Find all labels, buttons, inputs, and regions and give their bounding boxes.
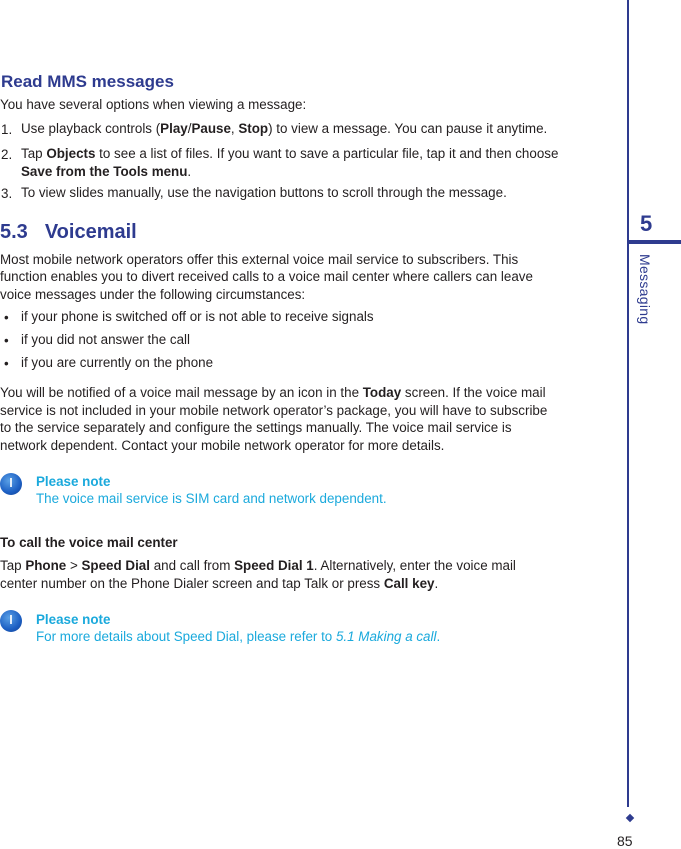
- note-body: The voice mail service is SIM card and network dependent.: [36, 491, 387, 506]
- step-1-text: Use playback controls (Play/Pause, Stop) to view a message. You can pause it anytime.: [21, 121, 548, 136]
- bullet-item: if you did not answer the call: [21, 332, 190, 347]
- mms-intro: You have several options when viewing a message:: [0, 97, 307, 112]
- note-title: Please note: [36, 612, 111, 627]
- voicemail-para1-line1: Most mobile network operators offer this external voice mail service to subscribers. This: [0, 252, 519, 267]
- step-2-text-line2: Save from the Tools menu.: [21, 164, 192, 179]
- bullet-item: if your phone is switched off or is not able to receive signals: [21, 309, 374, 324]
- step-number: 1.: [1, 122, 13, 137]
- voicemail-para1-line3: voice messages under the following circumstances:: [0, 287, 306, 302]
- page-number: 85: [617, 833, 633, 849]
- chapter-label: Messaging: [637, 254, 653, 325]
- section-heading-voicemail: 5.3 Voicemail: [0, 221, 137, 243]
- chapter-tab-bar: [627, 240, 681, 244]
- bullet-marker: •: [4, 333, 9, 348]
- chapter-number: 5: [640, 211, 653, 236]
- voicemail-para2-line1: You will be notified of a voice mail message by an icon in the Today screen. If the voice mail: [0, 385, 546, 400]
- step-3-text: To view slides manually, use the navigation buttons to scroll through the message.: [21, 185, 507, 200]
- note-body: For more details about Speed Dial, please refer to 5.1 Making a call.: [36, 629, 441, 644]
- step-2-text: Tap Objects to see a list of files. If you want to save a particular file, tap it and then choose: [21, 146, 559, 161]
- voicemail-para2-line4: network dependent. Contact your mobile network operator for more details.: [0, 438, 445, 453]
- call-voicemail-heading: To call the voice mail center: [0, 535, 178, 550]
- bullet-item: if you are currently on the phone: [21, 355, 214, 370]
- note-info-icon: [0, 610, 22, 632]
- voicemail-para2-line3: to the service separately and configure the settings manually. The voice mail service is: [0, 420, 512, 435]
- step-number: 3.: [1, 186, 13, 201]
- note-info-icon: [0, 473, 22, 495]
- diamond-icon: [626, 814, 634, 822]
- voicemail-para2-line2: service is not included in your mobile network operator’s package, you will have to subscribe: [0, 403, 548, 418]
- call-instructions-line2: center number on the Phone Dialer screen and tap Talk or press Call key.: [0, 576, 439, 591]
- bullet-marker: •: [4, 310, 9, 325]
- chapter-side-rule: [627, 0, 629, 807]
- call-instructions-line1: Tap Phone > Speed Dial and call from Speed Dial 1. Alternatively, enter the voice mail: [0, 558, 516, 573]
- bullet-marker: •: [4, 356, 9, 371]
- step-number: 2.: [1, 147, 13, 162]
- voicemail-para1-line2: function enables you to divert received calls to a voice mail center where callers can leave: [0, 269, 533, 284]
- section-heading-read-mms: Read MMS messages: [1, 72, 174, 91]
- note-title: Please note: [36, 474, 111, 489]
